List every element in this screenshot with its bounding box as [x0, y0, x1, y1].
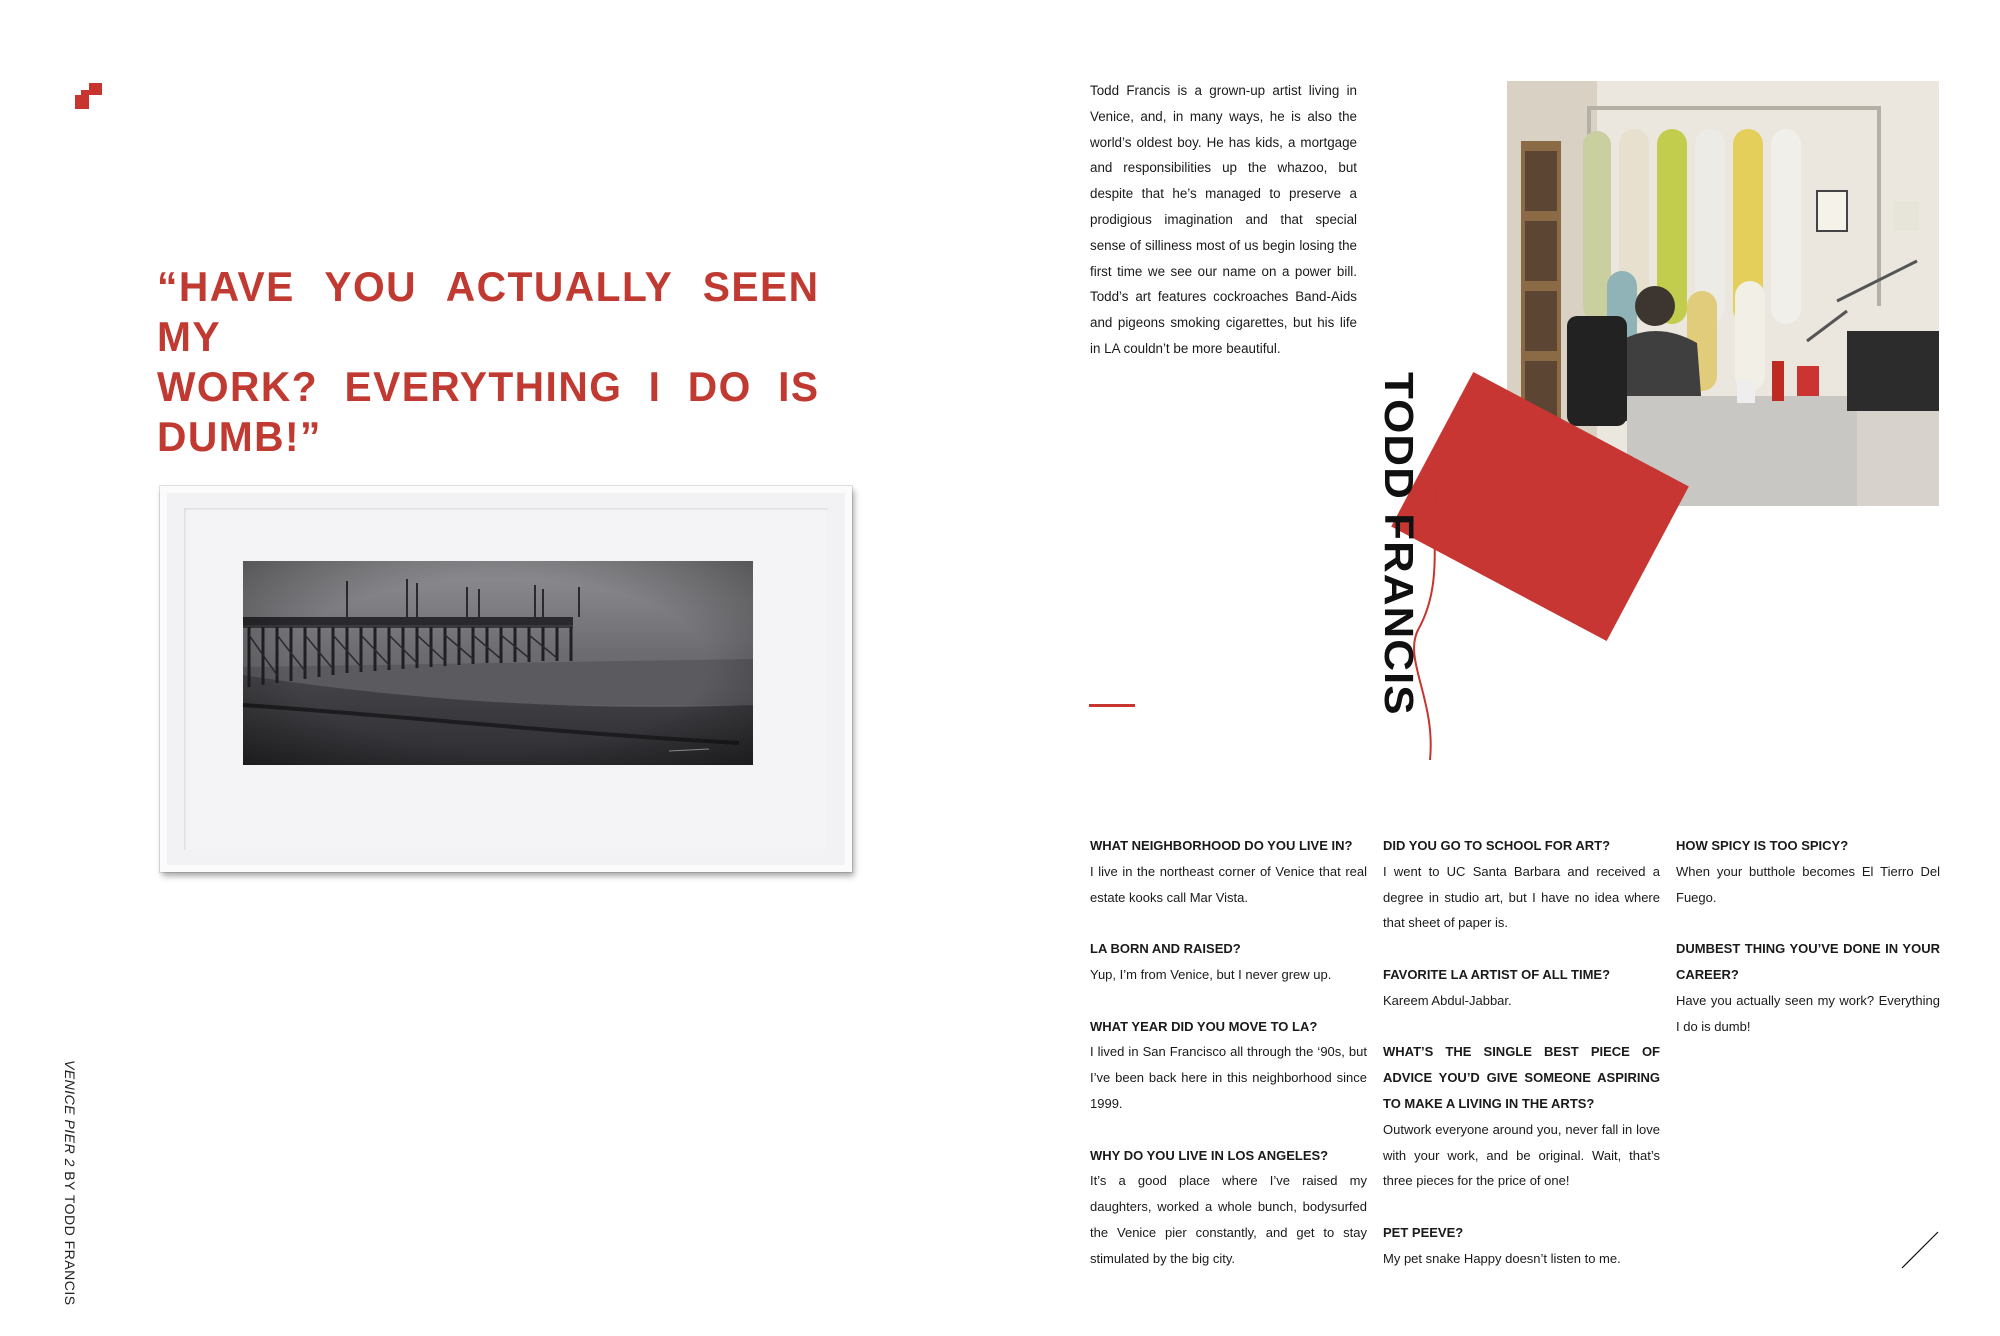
answer: I live in the northeast corner of Venice that real estate kooks call Mar Vista. [1090, 863, 1367, 905]
caption-title: VENICE PIER 2 [62, 1060, 78, 1167]
caption-byline: BY TODD FRANCIS [62, 1166, 78, 1306]
question: PET PEEVE? [1383, 1224, 1464, 1240]
red-divider [1089, 704, 1135, 707]
artwork-caption [62, 1060, 78, 1306]
framed-artwork [160, 486, 852, 872]
qa-column-3 [1676, 833, 1940, 1039]
question: LA BORN AND RAISED? [1090, 941, 1241, 957]
question: WHAT NEIGHBORHOOD DO YOU LIVE IN? [1090, 838, 1353, 853]
answer: I went to UC Santa Barbara and received a degree in studio art, but I have no idea where that sheet of paper is. [1383, 863, 1660, 931]
answer: When your butthole becomes El Tierro Del Fuego. [1676, 863, 1940, 905]
question: FAVORITE LA ARTIST OF ALL TIME? [1383, 966, 1611, 982]
pier-drawing [239, 555, 757, 769]
slash-mark [1900, 1230, 1940, 1270]
question: WHAT’S THE SINGLE BEST PIECE OF ADVICE YOU’D GIVE SOMEONE ASPIRING TO MAKE A LIVING IN THE ARTS? [1383, 1044, 1660, 1111]
question: DUMBEST THING YOU’VE DONE IN YOUR CAREER? [1676, 941, 1940, 982]
answer: My pet snake Happy doesn’t listen to me. [1383, 1250, 1621, 1266]
qa-column-1 [1090, 833, 1367, 1272]
qa-column-2 [1383, 833, 1660, 1272]
pull-quote-line-1: “HAVE YOU ACTUALLY SEEN MY [157, 263, 820, 360]
question: WHAT YEAR DID YOU MOVE TO LA? [1090, 1018, 1318, 1034]
answer: Outwork everyone around you, never fall in love with your work, and be original. Wait, that’s three pieces for the price of one! [1383, 1121, 1660, 1189]
pull-quote [157, 262, 820, 462]
answer: Have you actually seen my work? Everything I do is dumb! [1676, 992, 1940, 1034]
question: WHY DO YOU LIVE IN LOS ANGELES? [1090, 1147, 1329, 1163]
answer: I lived in San Francisco all through the ‘90s, but I’ve been back here in this neighborhood since 1999. [1090, 1044, 1367, 1111]
answer: Kareem Abdul-Jabbar. [1383, 992, 1512, 1008]
question: HOW SPICY IS TOO SPICY? [1676, 838, 1849, 853]
question: DID YOU GO TO SCHOOL FOR ART? [1383, 838, 1611, 853]
intro-paragraph: Todd Francis is a grown-up artist living in Venice, and, in many ways, he is also the world’s oldest boy. He has kids, a mortgage and responsibilities up the whazoo, but despite that he’s managed to preserve a prodigious imagination and that special sense of silliness most of us begin losing the first time we see our name on a power bill. Todd’s art features cockroaches Band-Aids and pigeons smoking cigarettes, but his life in LA couldn’t be more beautiful. [1090, 83, 1357, 356]
artist-name: TODD FRANCIS [1376, 372, 1422, 716]
answer: It’s a good place where I’ve raised my daughters, worked a whole bunch, bodysurfed the Venice pier constantly, and get to stay stimulated by the big city. [1090, 1173, 1367, 1266]
answer: Yup, I’m from Venice, but I never grew up. [1090, 966, 1332, 982]
pull-quote-line-2: WORK? EVERYTHING I DO IS DUMB!” [157, 363, 820, 460]
